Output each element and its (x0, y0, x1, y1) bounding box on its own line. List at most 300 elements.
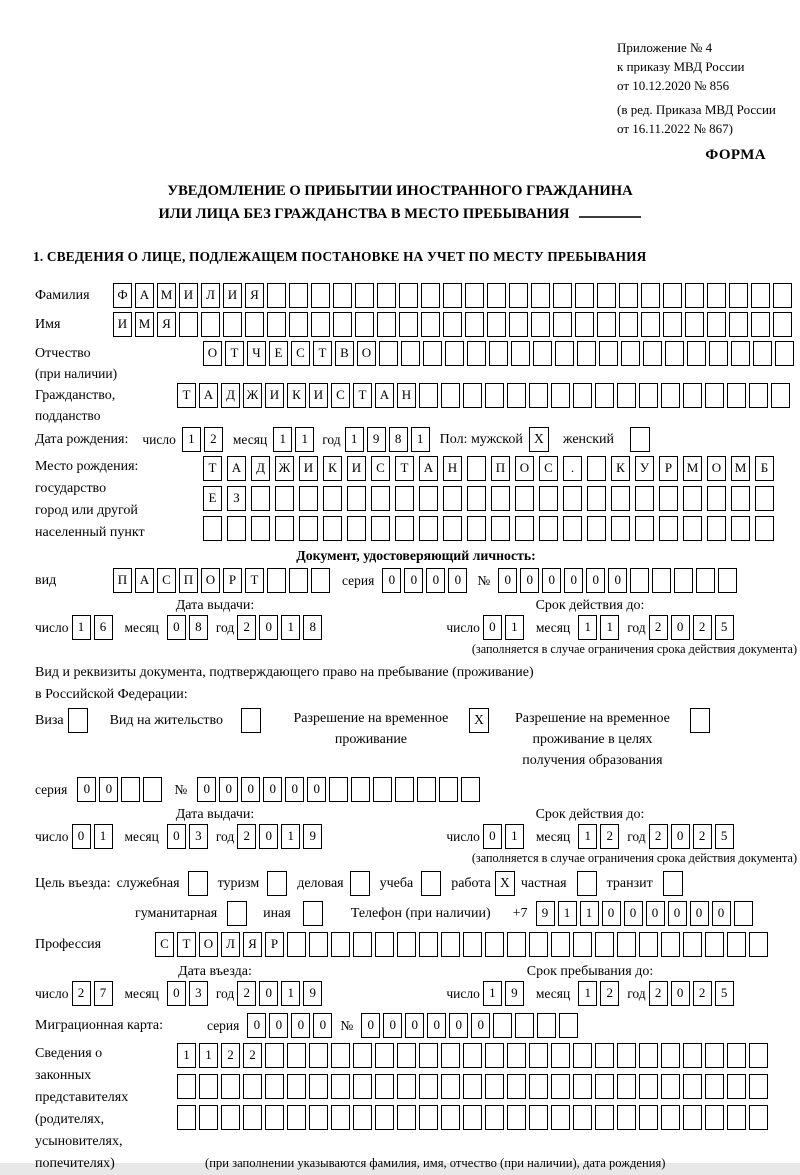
char-cell[interactable] (421, 283, 440, 308)
char-cell[interactable] (577, 341, 596, 366)
char-cell[interactable]: Л (201, 283, 220, 308)
char-cell[interactable]: Н (443, 456, 462, 481)
char-cell[interactable] (573, 932, 592, 957)
char-cell[interactable] (617, 1105, 636, 1130)
char-cell[interactable] (611, 486, 630, 511)
char-cell[interactable] (423, 341, 442, 366)
char-cell[interactable] (419, 932, 438, 957)
char-cell[interactable]: 0 (471, 1013, 490, 1038)
purpose-humanitarian-checkbox[interactable] (227, 901, 247, 926)
char-cell[interactable]: 0 (72, 824, 91, 849)
char-cell[interactable]: Ч (247, 341, 266, 366)
char-cell[interactable] (727, 1074, 746, 1099)
char-cell[interactable] (221, 1105, 240, 1130)
char-cell[interactable] (463, 1105, 482, 1130)
char-cell[interactable]: 2 (237, 824, 256, 849)
sex-male-checkbox[interactable]: X (529, 427, 549, 452)
char-cell[interactable] (355, 283, 374, 308)
char-cell[interactable]: И (347, 456, 366, 481)
char-cell[interactable]: 9 (303, 824, 322, 849)
char-cell[interactable] (573, 383, 592, 408)
char-cell[interactable] (587, 456, 606, 481)
char-cell[interactable] (661, 1074, 680, 1099)
char-cell[interactable] (559, 1013, 578, 1038)
char-cell[interactable] (373, 777, 392, 802)
char-cell[interactable] (251, 516, 270, 541)
char-cell[interactable] (707, 312, 726, 337)
char-cell[interactable]: М (135, 312, 154, 337)
char-cell[interactable] (630, 568, 649, 593)
char-cell[interactable] (727, 1043, 746, 1068)
char-cell[interactable] (515, 486, 534, 511)
char-cell[interactable]: Е (269, 341, 288, 366)
char-cell[interactable] (639, 1043, 658, 1068)
char-cell[interactable] (275, 516, 294, 541)
char-cell[interactable] (507, 932, 526, 957)
char-cell[interactable]: 0 (586, 568, 605, 593)
char-cell[interactable]: 2 (649, 981, 668, 1006)
char-cell[interactable] (485, 1074, 504, 1099)
char-cell[interactable] (417, 777, 436, 802)
char-cell[interactable]: 2 (243, 1043, 262, 1068)
char-cell[interactable] (311, 568, 330, 593)
char-cell[interactable]: У (635, 456, 654, 481)
char-cell[interactable] (467, 516, 486, 541)
char-cell[interactable] (553, 312, 572, 337)
char-cell[interactable] (635, 486, 654, 511)
char-cell[interactable]: 5 (715, 615, 734, 640)
char-cell[interactable]: 2 (693, 981, 712, 1006)
temp-permit-checkbox[interactable]: X (469, 708, 489, 733)
char-cell[interactable] (597, 312, 616, 337)
char-cell[interactable] (553, 283, 572, 308)
char-cell[interactable]: 0 (564, 568, 583, 593)
char-cell[interactable] (463, 383, 482, 408)
char-cell[interactable]: 2 (72, 981, 91, 1006)
purpose-private-checkbox[interactable] (577, 871, 597, 896)
char-cell[interactable]: 8 (389, 427, 408, 452)
char-cell[interactable] (729, 312, 748, 337)
char-cell[interactable]: 3 (189, 824, 208, 849)
char-cell[interactable] (755, 516, 774, 541)
char-cell[interactable]: 0 (671, 615, 690, 640)
char-cell[interactable]: 2 (221, 1043, 240, 1068)
char-cell[interactable] (639, 1105, 658, 1130)
char-cell[interactable]: 0 (269, 1013, 288, 1038)
char-cell[interactable] (727, 1105, 746, 1130)
char-cell[interactable] (595, 1074, 614, 1099)
char-cell[interactable] (323, 486, 342, 511)
char-cell[interactable] (203, 516, 222, 541)
char-cell[interactable]: Д (251, 456, 270, 481)
char-cell[interactable] (395, 486, 414, 511)
char-cell[interactable] (463, 932, 482, 957)
char-cell[interactable]: 0 (448, 568, 467, 593)
char-cell[interactable] (531, 312, 550, 337)
char-cell[interactable] (179, 312, 198, 337)
char-cell[interactable] (265, 1043, 284, 1068)
purpose-business-checkbox[interactable] (350, 871, 370, 896)
char-cell[interactable] (351, 777, 370, 802)
char-cell[interactable]: 1 (281, 981, 300, 1006)
char-cell[interactable]: 1 (345, 427, 364, 452)
char-cell[interactable] (661, 1043, 680, 1068)
char-cell[interactable]: З (227, 486, 246, 511)
char-cell[interactable] (515, 1013, 534, 1038)
char-cell[interactable] (371, 516, 390, 541)
char-cell[interactable] (443, 283, 462, 308)
char-cell[interactable] (683, 486, 702, 511)
char-cell[interactable] (375, 1074, 394, 1099)
char-cell[interactable] (309, 932, 328, 957)
char-cell[interactable] (663, 312, 682, 337)
char-cell[interactable] (599, 341, 618, 366)
char-cell[interactable]: 1 (273, 427, 292, 452)
char-cell[interactable]: 0 (382, 568, 401, 593)
char-cell[interactable] (467, 341, 486, 366)
char-cell[interactable] (683, 932, 702, 957)
char-cell[interactable] (635, 516, 654, 541)
char-cell[interactable]: 0 (483, 615, 502, 640)
char-cell[interactable] (575, 312, 594, 337)
char-cell[interactable] (674, 568, 693, 593)
char-cell[interactable]: Я (243, 932, 262, 957)
char-cell[interactable]: 0 (197, 777, 216, 802)
char-cell[interactable]: П (491, 456, 510, 481)
char-cell[interactable] (395, 516, 414, 541)
char-cell[interactable]: Р (659, 456, 678, 481)
char-cell[interactable] (685, 312, 704, 337)
char-cell[interactable]: 0 (99, 777, 118, 802)
char-cell[interactable] (441, 1105, 460, 1130)
char-cell[interactable] (419, 1105, 438, 1130)
char-cell[interactable]: С (331, 383, 350, 408)
char-cell[interactable]: Т (177, 383, 196, 408)
char-cell[interactable] (749, 1074, 768, 1099)
char-cell[interactable]: Р (223, 568, 242, 593)
char-cell[interactable] (419, 516, 438, 541)
char-cell[interactable] (329, 777, 348, 802)
char-cell[interactable] (397, 1105, 416, 1130)
char-cell[interactable] (397, 932, 416, 957)
char-cell[interactable]: С (539, 456, 558, 481)
char-cell[interactable]: 0 (383, 1013, 402, 1038)
purpose-tourism-checkbox[interactable] (267, 871, 287, 896)
char-cell[interactable] (267, 312, 286, 337)
char-cell[interactable] (773, 312, 792, 337)
char-cell[interactable]: 1 (177, 1043, 196, 1068)
char-cell[interactable] (595, 1105, 614, 1130)
char-cell[interactable]: 0 (624, 901, 643, 926)
char-cell[interactable]: 9 (505, 981, 524, 1006)
char-cell[interactable] (507, 1074, 526, 1099)
char-cell[interactable] (731, 486, 750, 511)
char-cell[interactable] (507, 383, 526, 408)
char-cell[interactable] (587, 516, 606, 541)
char-cell[interactable]: 1 (72, 615, 91, 640)
char-cell[interactable] (563, 516, 582, 541)
char-cell[interactable] (573, 1105, 592, 1130)
char-cell[interactable] (661, 932, 680, 957)
char-cell[interactable]: 1 (578, 615, 597, 640)
char-cell[interactable] (443, 516, 462, 541)
char-cell[interactable] (333, 283, 352, 308)
char-cell[interactable] (331, 932, 350, 957)
char-cell[interactable] (751, 312, 770, 337)
char-cell[interactable] (299, 516, 318, 541)
char-cell[interactable] (299, 486, 318, 511)
char-cell[interactable] (639, 932, 658, 957)
char-cell[interactable] (617, 383, 636, 408)
char-cell[interactable]: М (731, 456, 750, 481)
char-cell[interactable] (267, 568, 286, 593)
char-cell[interactable]: О (707, 456, 726, 481)
char-cell[interactable] (729, 283, 748, 308)
char-cell[interactable]: 9 (367, 427, 386, 452)
char-cell[interactable] (331, 1074, 350, 1099)
char-cell[interactable]: Я (157, 312, 176, 337)
char-cell[interactable]: 0 (313, 1013, 332, 1038)
char-cell[interactable] (251, 486, 270, 511)
char-cell[interactable]: 0 (291, 1013, 310, 1038)
char-cell[interactable]: 8 (303, 615, 322, 640)
char-cell[interactable] (465, 283, 484, 308)
char-cell[interactable] (621, 341, 640, 366)
char-cell[interactable] (353, 1105, 372, 1130)
char-cell[interactable] (395, 777, 414, 802)
char-cell[interactable]: 1 (281, 824, 300, 849)
char-cell[interactable]: П (113, 568, 132, 593)
char-cell[interactable] (641, 312, 660, 337)
char-cell[interactable] (639, 383, 658, 408)
char-cell[interactable]: 2 (649, 824, 668, 849)
char-cell[interactable] (461, 777, 480, 802)
char-cell[interactable] (121, 777, 140, 802)
char-cell[interactable] (659, 486, 678, 511)
char-cell[interactable]: 0 (646, 901, 665, 926)
char-cell[interactable]: 0 (361, 1013, 380, 1038)
char-cell[interactable] (443, 312, 462, 337)
char-cell[interactable]: 0 (449, 1013, 468, 1038)
char-cell[interactable]: 0 (241, 777, 260, 802)
char-cell[interactable]: 7 (94, 981, 113, 1006)
char-cell[interactable] (265, 1105, 284, 1130)
char-cell[interactable] (775, 341, 794, 366)
char-cell[interactable] (443, 486, 462, 511)
char-cell[interactable] (749, 1105, 768, 1130)
char-cell[interactable]: 0 (426, 568, 445, 593)
char-cell[interactable]: 0 (167, 824, 186, 849)
char-cell[interactable] (353, 1074, 372, 1099)
char-cell[interactable] (419, 486, 438, 511)
char-cell[interactable] (537, 1013, 556, 1038)
char-cell[interactable]: Н (397, 383, 416, 408)
char-cell[interactable] (445, 341, 464, 366)
char-cell[interactable]: И (309, 383, 328, 408)
char-cell[interactable]: С (291, 341, 310, 366)
char-cell[interactable] (652, 568, 671, 593)
char-cell[interactable]: Л (221, 932, 240, 957)
char-cell[interactable]: С (155, 932, 174, 957)
char-cell[interactable] (467, 456, 486, 481)
char-cell[interactable]: Я (245, 283, 264, 308)
char-cell[interactable] (551, 1105, 570, 1130)
purpose-official-checkbox[interactable] (188, 871, 208, 896)
char-cell[interactable] (529, 1105, 548, 1130)
char-cell[interactable] (573, 1074, 592, 1099)
char-cell[interactable]: 2 (600, 824, 619, 849)
char-cell[interactable]: 0 (690, 901, 709, 926)
char-cell[interactable]: 1 (578, 824, 597, 849)
char-cell[interactable]: 2 (600, 981, 619, 1006)
char-cell[interactable] (309, 1105, 328, 1130)
char-cell[interactable] (311, 312, 330, 337)
char-cell[interactable] (661, 383, 680, 408)
char-cell[interactable] (421, 312, 440, 337)
char-cell[interactable] (515, 516, 534, 541)
char-cell[interactable] (143, 777, 162, 802)
char-cell[interactable]: А (135, 283, 154, 308)
char-cell[interactable]: 0 (259, 615, 278, 640)
char-cell[interactable]: Ж (275, 456, 294, 481)
char-cell[interactable] (705, 1105, 724, 1130)
char-cell[interactable] (643, 341, 662, 366)
char-cell[interactable]: 0 (167, 615, 186, 640)
char-cell[interactable]: Е (203, 486, 222, 511)
char-cell[interactable] (705, 932, 724, 957)
char-cell[interactable] (397, 1043, 416, 1068)
char-cell[interactable]: 1 (281, 615, 300, 640)
char-cell[interactable] (347, 516, 366, 541)
char-cell[interactable]: 0 (602, 901, 621, 926)
char-cell[interactable]: Д (221, 383, 240, 408)
char-cell[interactable] (707, 486, 726, 511)
char-cell[interactable] (539, 486, 558, 511)
char-cell[interactable]: 9 (303, 981, 322, 1006)
char-cell[interactable]: Т (353, 383, 372, 408)
purpose-other-checkbox[interactable] (303, 901, 323, 926)
char-cell[interactable]: К (611, 456, 630, 481)
char-cell[interactable]: 5 (715, 824, 734, 849)
char-cell[interactable]: 0 (671, 981, 690, 1006)
char-cell[interactable]: П (179, 568, 198, 593)
char-cell[interactable] (355, 312, 374, 337)
char-cell[interactable]: 0 (247, 1013, 266, 1038)
char-cell[interactable] (441, 1074, 460, 1099)
char-cell[interactable] (177, 1074, 196, 1099)
char-cell[interactable]: О (201, 568, 220, 593)
char-cell[interactable]: 0 (307, 777, 326, 802)
char-cell[interactable] (563, 486, 582, 511)
char-cell[interactable]: 2 (237, 615, 256, 640)
sex-female-checkbox[interactable] (630, 427, 650, 452)
char-cell[interactable] (347, 486, 366, 511)
char-cell[interactable] (551, 1043, 570, 1068)
char-cell[interactable] (753, 341, 772, 366)
char-cell[interactable]: . (563, 456, 582, 481)
char-cell[interactable] (353, 932, 372, 957)
char-cell[interactable] (619, 283, 638, 308)
char-cell[interactable] (683, 1105, 702, 1130)
char-cell[interactable] (331, 1105, 350, 1130)
char-cell[interactable]: 1 (578, 981, 597, 1006)
char-cell[interactable] (573, 1043, 592, 1068)
char-cell[interactable]: Б (755, 456, 774, 481)
char-cell[interactable] (696, 568, 715, 593)
char-cell[interactable] (597, 283, 616, 308)
char-cell[interactable] (485, 1043, 504, 1068)
char-cell[interactable] (705, 1043, 724, 1068)
char-cell[interactable] (641, 283, 660, 308)
char-cell[interactable]: Т (245, 568, 264, 593)
visa-checkbox[interactable] (68, 708, 88, 733)
purpose-transit-checkbox[interactable] (663, 871, 683, 896)
char-cell[interactable]: 0 (608, 568, 627, 593)
char-cell[interactable] (311, 283, 330, 308)
char-cell[interactable]: А (375, 383, 394, 408)
char-cell[interactable] (529, 383, 548, 408)
char-cell[interactable]: Т (177, 932, 196, 957)
char-cell[interactable] (289, 312, 308, 337)
char-cell[interactable]: 9 (536, 901, 555, 926)
purpose-study-checkbox[interactable] (421, 871, 441, 896)
char-cell[interactable] (587, 486, 606, 511)
char-cell[interactable] (223, 312, 242, 337)
char-cell[interactable] (727, 932, 746, 957)
char-cell[interactable] (287, 1074, 306, 1099)
char-cell[interactable]: 0 (498, 568, 517, 593)
char-cell[interactable] (323, 516, 342, 541)
char-cell[interactable] (243, 1105, 262, 1130)
char-cell[interactable] (397, 1074, 416, 1099)
char-cell[interactable] (245, 312, 264, 337)
char-cell[interactable] (617, 1043, 636, 1068)
char-cell[interactable] (491, 486, 510, 511)
char-cell[interactable]: 6 (94, 615, 113, 640)
char-cell[interactable]: Т (203, 456, 222, 481)
char-cell[interactable] (199, 1074, 218, 1099)
char-cell[interactable]: И (265, 383, 284, 408)
char-cell[interactable]: 0 (542, 568, 561, 593)
char-cell[interactable] (555, 341, 574, 366)
char-cell[interactable]: О (357, 341, 376, 366)
char-cell[interactable] (465, 312, 484, 337)
char-cell[interactable] (539, 516, 558, 541)
char-cell[interactable] (265, 1074, 284, 1099)
char-cell[interactable]: 1 (580, 901, 599, 926)
char-cell[interactable] (551, 1074, 570, 1099)
char-cell[interactable]: О (515, 456, 534, 481)
char-cell[interactable]: 1 (199, 1043, 218, 1068)
char-cell[interactable] (333, 312, 352, 337)
char-cell[interactable]: 0 (259, 824, 278, 849)
char-cell[interactable]: Ж (243, 383, 262, 408)
char-cell[interactable] (551, 383, 570, 408)
char-cell[interactable] (419, 383, 438, 408)
char-cell[interactable]: 0 (483, 824, 502, 849)
char-cell[interactable]: М (683, 456, 702, 481)
char-cell[interactable] (221, 1074, 240, 1099)
char-cell[interactable]: О (199, 932, 218, 957)
char-cell[interactable] (419, 1074, 438, 1099)
char-cell[interactable] (227, 516, 246, 541)
char-cell[interactable] (467, 486, 486, 511)
char-cell[interactable]: В (335, 341, 354, 366)
purpose-work-checkbox[interactable]: X (495, 871, 515, 896)
char-cell[interactable] (551, 932, 570, 957)
char-cell[interactable] (617, 1074, 636, 1099)
residence-permit-checkbox[interactable] (241, 708, 261, 733)
